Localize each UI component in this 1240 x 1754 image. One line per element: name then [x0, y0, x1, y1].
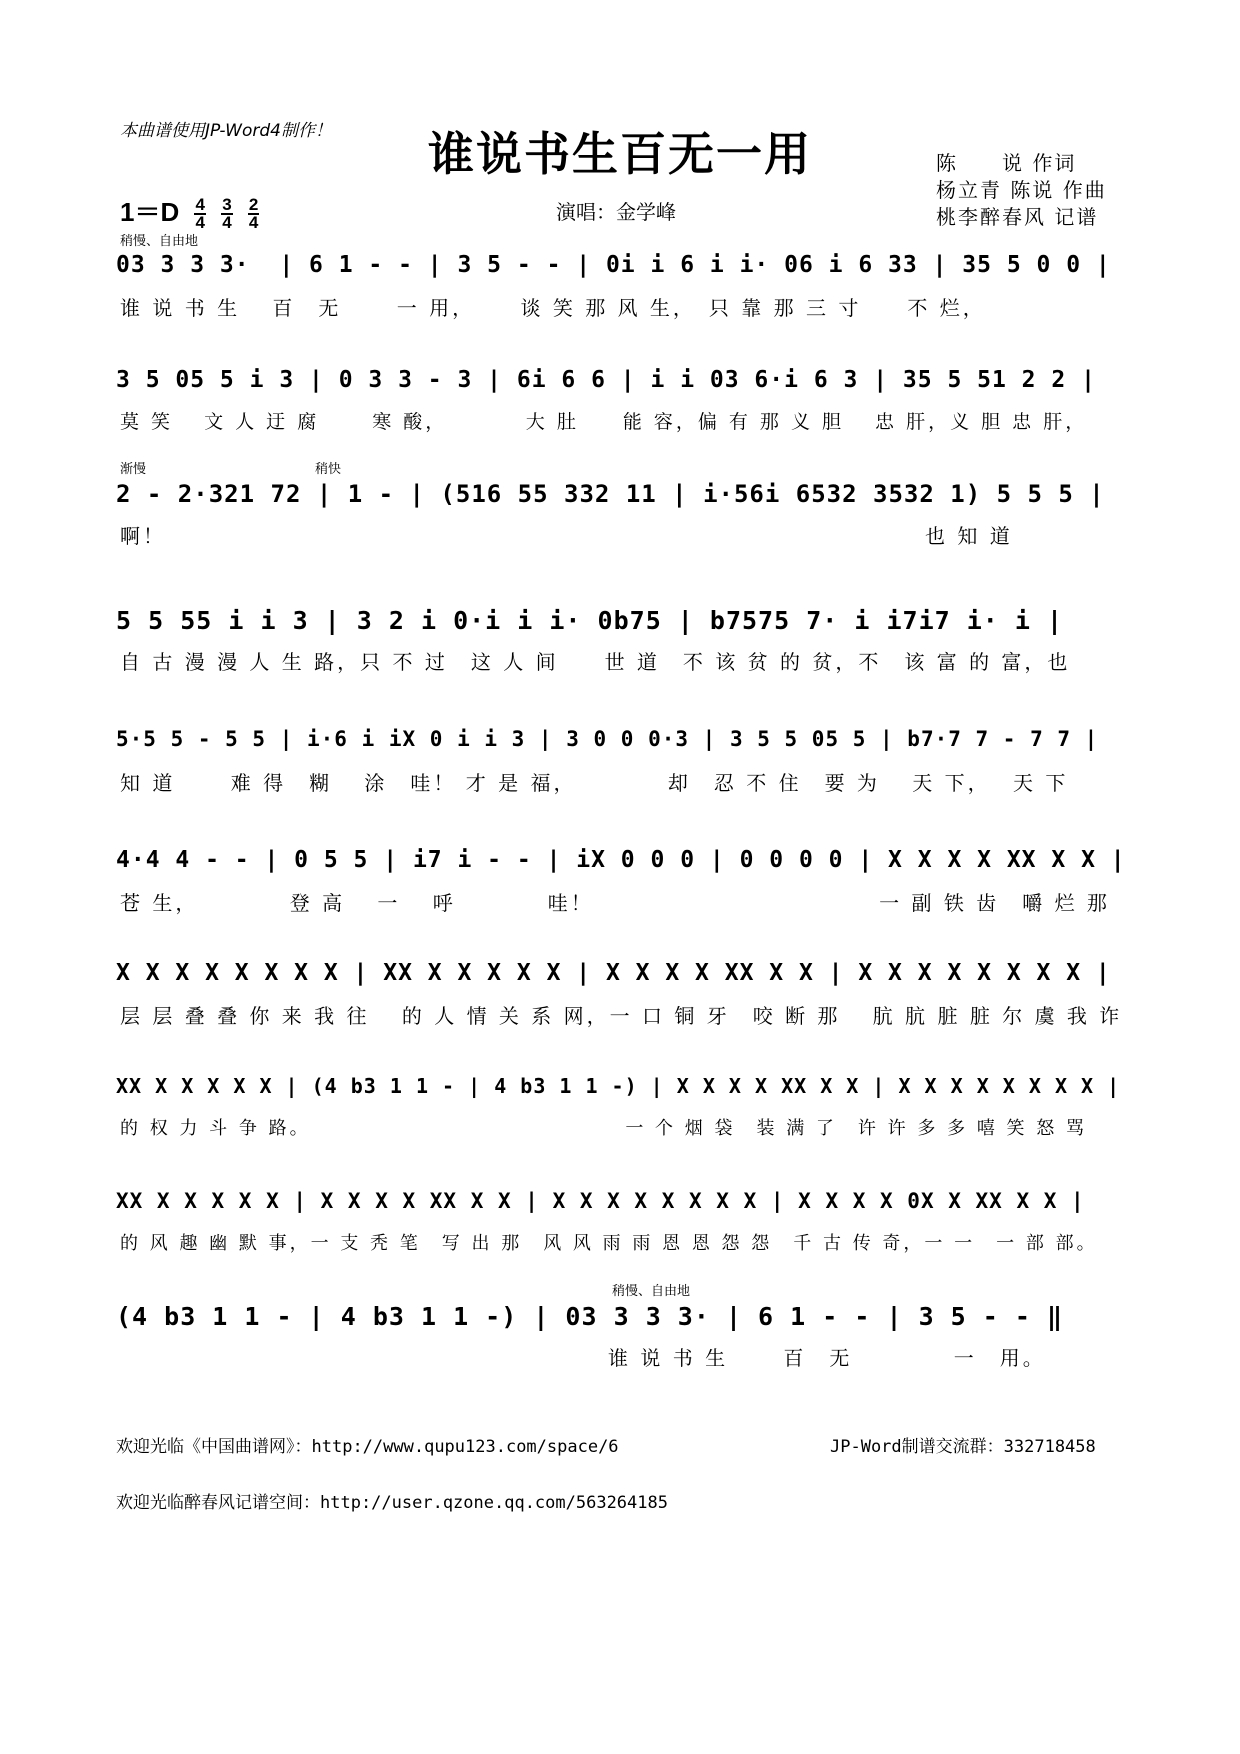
lyrics-line: 莫 笑 文 人 迂 腐 寒 酸， 大 肚 能 容，偏 有 那 义 胆 忠 肝，义 胆 忠 肝，: [120, 411, 1088, 433]
notation-line: 03 3 3 3· | 6 1 - - | 3 5 - - | 0i i 6 i i· 06 i 6 33 | 35 5 0 0 |: [116, 252, 1111, 278]
composer-credit: 杨立青 陈说 作曲: [936, 178, 1107, 202]
notation-line: 4·4 4 - - | 0 5 5 | i7 i - - | iX 0 0 0 | 0 0 0 0 | X X X X XX X X |: [116, 847, 1126, 873]
lyrics-line: 层 层 叠 叠 你 来 我 往 的 人 情 关 系 网，一 口 铜 牙 咬 断 那 肮 肮 脏 脏 尔 虞 我 诈: [120, 1004, 1123, 1028]
singer: 演唱：金学峰: [556, 200, 676, 224]
tempo-marking: 稍慢、自由地: [120, 234, 199, 249]
notation-line: 5·5 5 - 5 5 | i·6 i iX 0 i i 3 | 3 0 0 0·3 | 3 5 5 05 5 | b7·7 7 - 7 7 |: [116, 727, 1099, 751]
notation-line: 2 - 2·321 72 | 1 - | (516 55 332 11 | i·56i 6532 3532 1) 5 5 5 |: [116, 480, 1105, 508]
notation-line: 5 5 55 i i 3 | 3 2 i 0·i i i· 0b75 | b7575 7· i i7i7 i· i |: [116, 606, 1064, 635]
notation-line: XX X X X X X | X X X X XX X X | X X X X X X X X | X X X X 0X X XX X X |: [116, 1189, 1085, 1213]
footer-site-link[interactable]: 欢迎光临《中国曲谱网》：http://www.qupu123.com/space/6: [116, 1437, 619, 1457]
page-title: 谁说书生百无一用: [428, 127, 812, 181]
time-signature: $\frac{3}{4}$: [222, 195, 232, 233]
credits: [936, 150, 1107, 231]
lyrics-line: 的 风 趣 幽 默 事，一 支 秃 笔 写 出 那 风 风 雨 雨 恩 恩 怨 怨 千 古 传 奇，一 一 一 部 部。: [120, 1233, 1098, 1254]
notation-line: 3 5 05 5 i 3 | 0 3 3 - 3 | 6i 6 6 | i i 03 6·i 6 3 | 35 5 51 2 2 |: [116, 367, 1096, 393]
lyrics-line: 苍 生， 登 高 一 呼 哇！ 一 副 铁 齿 嚼 烂 那: [120, 891, 1110, 915]
time-signature: $\frac{4}{4}$: [195, 195, 205, 233]
transcriber-credit: 桃李醉春风 记谱: [936, 205, 1099, 229]
credit-note: 本曲谱使用JP-Word4制作！: [120, 121, 332, 141]
lyrics-line: 的 权 力 斗 争 路。 一 个 烟 袋 装 满 了 许 许 多 多 嘻 笑 怒 骂: [120, 1118, 1087, 1139]
tempo-marking: 渐慢 稍快: [120, 462, 342, 477]
footer-zone-link[interactable]: 欢迎光临醉春风记谱空间：http://user.qzone.qq.com/563264185: [116, 1493, 668, 1513]
lyrics-line: 谁 说 书 生 百 无 一 用。: [608, 1346, 1046, 1370]
notation-line: XX X X X X X | (4 b3 1 1 - | 4 b3 1 1 -) | X X X X XX X X | X X X X X X X X |: [116, 1074, 1121, 1098]
lyrics-line: 自 古 漫 漫 人 生 路，只 不 过 这 人 间 世 道 不 该 贫 的 贫，不 该 富 的 富，也: [120, 650, 1071, 674]
lyricist-credit: 陈 说 作词: [936, 151, 1077, 175]
notation-line: X X X X X X X X | XX X X X X X | X X X X XX X X | X X X X X X X X |: [116, 960, 1111, 986]
tempo-marking: 稍慢、自由地: [612, 1284, 691, 1299]
notation-line: (4 b3 1 1 - | 4 b3 1 1 -) | 03 3 3 3· | 6 1 - - | 3 5 - - ‖: [116, 1302, 1064, 1331]
key-signature: [120, 192, 259, 231]
key-label: 1＝D: [120, 197, 180, 227]
lyrics-line: 啊！ 也 知 道: [120, 524, 1013, 548]
footer-group: JP-Word制谱交流群：332718458: [830, 1437, 1096, 1457]
time-signature: $\frac{2}{4}$: [248, 195, 259, 233]
lyrics-line: 知 道 难 得 糊 涂 哇！ 才 是 福， 却 忍 不 住 要 为 天 下， 天 下: [120, 771, 1069, 795]
lyrics-line: 谁 说 书 生 百 无 一 用， 谈 笑 那 风 生， 只 靠 那 三 寸 不 烂，: [120, 296, 986, 320]
